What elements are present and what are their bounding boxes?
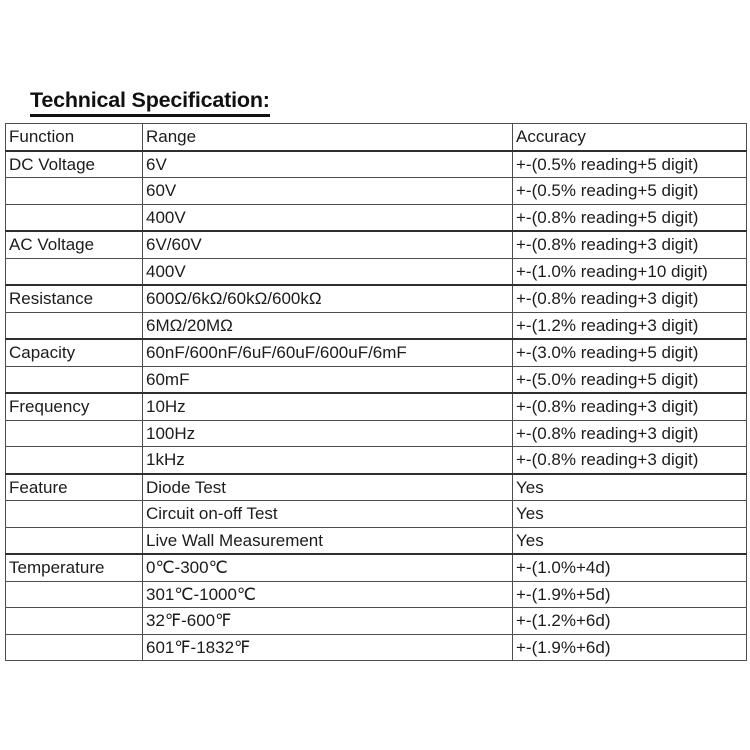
table-row [6,231,747,258]
function-cell [6,501,143,528]
accuracy-cell: +-(1.9%+6d) [513,634,747,661]
function-cell [6,178,143,205]
table-row [6,554,747,581]
accuracy-cell: +-(1.0% reading+10 digit) [513,258,747,285]
function-cell [6,258,143,285]
accuracy-cell: Yes [513,474,747,501]
range-cell: Diode Test [143,474,513,501]
table-row [6,608,747,635]
range-cell: 6V [143,151,513,178]
range-cell: Circuit on-off Test [143,501,513,528]
function-cell: Feature [6,474,143,501]
table-row [6,151,747,178]
table-row [6,258,747,285]
accuracy-cell: +-(0.8% reading+5 digit) [513,204,747,231]
function-cell [6,420,143,447]
table-row [6,634,747,661]
range-cell: 601℉-1832℉ [143,634,513,661]
table-row [6,312,747,339]
range-cell: 301℃-1000℃ [143,581,513,608]
table-row [6,204,747,231]
table-row [6,366,747,393]
table-row [6,581,747,608]
accuracy-cell: +-(1.9%+5d) [513,581,747,608]
accuracy-cell: +-(0.8% reading+3 digit) [513,420,747,447]
spec-table [5,123,747,661]
function-cell [6,527,143,554]
table-row [6,420,747,447]
function-cell: DC Voltage [6,151,143,178]
function-cell: AC Voltage [6,231,143,258]
range-cell: 400V [143,258,513,285]
table-row [6,447,747,474]
accuracy-cell: +-(0.8% reading+3 digit) [513,231,747,258]
header-row [6,124,747,151]
table-row [6,178,747,205]
range-cell: 32℉-600℉ [143,608,513,635]
function-cell [6,634,143,661]
range-cell: 6V/60V [143,231,513,258]
table-row [6,474,747,501]
function-cell: Temperature [6,554,143,581]
header-cell-range: Range [143,124,513,151]
range-cell: 0℃-300℃ [143,554,513,581]
table-row [6,285,747,312]
function-cell [6,204,143,231]
function-cell [6,581,143,608]
range-cell: 60nF/600nF/6uF/60uF/600uF/6mF [143,339,513,366]
function-cell: Capacity [6,339,143,366]
accuracy-cell: +-(5.0% reading+5 digit) [513,366,747,393]
function-cell [6,447,143,474]
range-cell: 1kHz [143,447,513,474]
accuracy-cell: Yes [513,527,747,554]
accuracy-cell: +-(1.2%+6d) [513,608,747,635]
range-cell: 100Hz [143,420,513,447]
header-cell-function: Function [6,124,143,151]
page-title: Technical Specification: [30,88,270,117]
range-cell: 60V [143,178,513,205]
table-row [6,393,747,420]
header-cell-accuracy: Accuracy [513,124,747,151]
accuracy-cell: +-(0.5% reading+5 digit) [513,151,747,178]
table-row [6,339,747,366]
range-cell: 400V [143,204,513,231]
accuracy-cell: Yes [513,501,747,528]
accuracy-cell: +-(0.8% reading+3 digit) [513,393,747,420]
table-row [6,501,747,528]
range-cell: Live Wall Measurement [143,527,513,554]
function-cell [6,312,143,339]
accuracy-cell: +-(0.8% reading+3 digit) [513,447,747,474]
spec-table-body [6,151,747,661]
accuracy-cell: +-(0.5% reading+5 digit) [513,178,747,205]
function-cell [6,366,143,393]
accuracy-cell: +-(0.8% reading+3 digit) [513,285,747,312]
function-cell: Frequency [6,393,143,420]
range-cell: 60mF [143,366,513,393]
range-cell: 10Hz [143,393,513,420]
range-cell: 6MΩ/20MΩ [143,312,513,339]
table-row [6,527,747,554]
range-cell: 600Ω/6kΩ/60kΩ/600kΩ [143,285,513,312]
function-cell: Resistance [6,285,143,312]
accuracy-cell: +-(1.0%+4d) [513,554,747,581]
function-cell [6,608,143,635]
accuracy-cell: +-(1.2% reading+3 digit) [513,312,747,339]
accuracy-cell: +-(3.0% reading+5 digit) [513,339,747,366]
